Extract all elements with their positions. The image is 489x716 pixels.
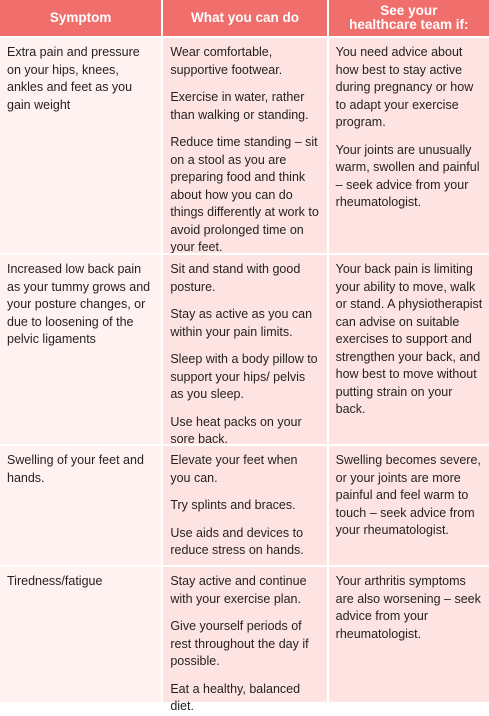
actions-cell (163, 446, 326, 565)
header-what-you-can-do-label: What you can do (190, 10, 299, 25)
action-text: Reduce time standing – sit on a stool as you are preparing food and think about how you can do things differently at work to avoid prolonged time on your feet. (170, 135, 319, 254)
header-what-you-can-do (163, 0, 326, 36)
table-header (0, 0, 489, 36)
header-see-team (329, 0, 489, 36)
action-text: Sleep with a body pillow to support your hips/ pelvis as you sleep. (170, 352, 318, 401)
header-symptom (0, 0, 161, 36)
table-row (0, 565, 489, 713)
see-team-text: Your back pain is limiting your ability to move, walk or stand. A physiotherapist can advise on suitable exercises to support and strengthen your back, and how best to move without putting strain on your back. (335, 262, 483, 416)
action-text: Exercise in water, rather than walking or standing. (170, 90, 309, 122)
header-see-team-line2: healthcare team if: (349, 17, 469, 32)
action-text: Give yourself periods of rest throughout the day if possible. (170, 619, 309, 668)
table-row (0, 36, 489, 253)
actions-cell (163, 567, 326, 713)
header-see-team-line1: See your (380, 3, 438, 18)
header-symptom-label: Symptom (49, 10, 112, 25)
symptom-text: Extra pain and pressure on your hips, knees, ankles and feet as you gain weight (7, 45, 140, 112)
action-text: Sit and stand with good posture. (170, 262, 301, 294)
see-team-text: Swelling becomes severe, or your joints are more painful and feel warm to touch – seek advice from your rheumatologist. (335, 453, 481, 537)
table-row (0, 444, 489, 565)
actions-cell (163, 38, 326, 253)
action-text: Elevate your feet when you can. (170, 453, 298, 485)
action-text: Try splints and braces. (170, 498, 296, 512)
see-team-text: You need advice about how best to stay active during pregnancy or how to adapt your exercise program. (335, 45, 474, 129)
see-team-text: Your joints are unusually warm, swollen and painful – seek advice from your rheumatologist. (335, 142, 480, 209)
symptom-text: Tiredness/fatigue (7, 574, 103, 588)
symptom-text: Swelling of your feet and hands. (7, 453, 144, 485)
action-text: Use aids and devices to reduce stress on hands. (170, 525, 304, 557)
see-team-cell (329, 567, 489, 702)
see-team-cell (329, 38, 489, 253)
table-row (0, 253, 489, 444)
action-text: Eat a healthy, balanced diet. (170, 681, 301, 713)
action-text: Stay active and continue with your exercise plan. (170, 574, 307, 606)
see-team-cell (329, 255, 489, 444)
symptom-cell (0, 255, 161, 444)
symptom-cell (0, 38, 161, 253)
symptom-text: Increased low back pain as your tummy grows and your posture changes, or due to loosening of the pelvic ligaments (7, 262, 151, 346)
symptom-cell (0, 446, 161, 565)
see-team-text: Your arthritis symptoms are also worsening – seek advice from your rheumatologist. (335, 574, 481, 641)
action-text: Wear comfortable, supportive footwear. (170, 45, 283, 77)
action-text: Use heat packs on your sore back. (170, 414, 302, 446)
action-text: Stay as active as you can within your pain limits. (170, 307, 313, 339)
actions-cell (163, 255, 326, 444)
symptom-cell (0, 567, 161, 702)
see-team-cell (329, 446, 489, 565)
